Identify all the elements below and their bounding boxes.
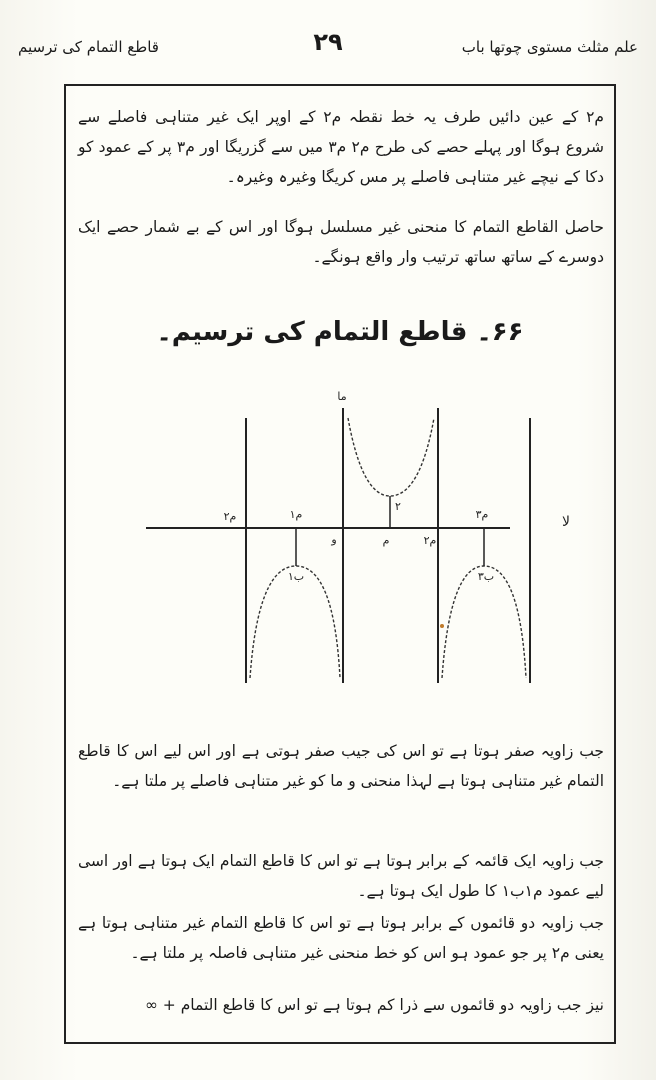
paragraph-result: حاصل القاطع التمام کا منحنی غیر مسلسل ہوگا اور اس کے بے شمار حصے ایک دوسرے کے ساتھ ساتھ ترتیب وار واقع ہونگے۔ <box>78 218 604 266</box>
paragraph-continuation: م۲ کے عین دائیں طرف یہ خط نقطہ م۲ کے اوپر ایک غیر متناہی فاصلے سے شروع ہوگا اور پہلے حصے کی طرح م۲ م۳ میں سے گزریگا اور م۳ پر کے عمود کو دکا کے نیچے غیر متناہی فاصلے پر مس کریگا وغیرہ وغیرہ۔ <box>78 108 605 186</box>
label-right-bottom: ب۳ <box>477 570 495 583</box>
label-left-bottom: ب۱ <box>287 570 305 583</box>
label-m: م <box>382 534 390 547</box>
upper-branch <box>348 418 434 496</box>
ink-dot <box>440 624 444 628</box>
section-title: قاطع التمام کی ترسیم <box>18 38 159 56</box>
cosecant-graph <box>130 378 580 698</box>
page-number: ۲۹ <box>313 28 343 56</box>
label-m2: م۲ <box>423 534 437 547</box>
running-header <box>18 28 638 68</box>
cosecant-graph-figure <box>130 378 580 698</box>
section-heading: ۶۶۔ قاطع التمام کی ترسیم۔ <box>156 317 524 347</box>
label-right-top: م۳ <box>475 508 489 521</box>
label-top: ما <box>337 390 347 403</box>
label-axis-end: لا <box>562 514 570 530</box>
paragraph-two-right-angles: جب زاویہ دو قائموں کے برابر ہوتا ہے تو اس کا قاطع التمام غیر متناہی ہوتا ہے یعنی م۲ پر جو عمود ہو اس کو خط منحنی غیر متناہی فاصلہ پر ملتا ہے۔ <box>78 914 604 962</box>
label-far-left: م۲ <box>223 510 237 523</box>
label-origin: و <box>331 533 337 546</box>
label-center-dip: ۲ <box>395 500 401 513</box>
chapter-title: علم مثلث مستوی چوتھا باب <box>461 38 638 56</box>
paragraph-zero-angle: جب زاویہ صفر ہوتا ہے تو اس کی جیب صفر ہوتی ہے اور اس لیے اس کا قاطع التمام غیر متناہی ہوتا ہے لہذا منحنی و ما کو غیر متناہی فاصلے پر ملتا ہے۔ <box>78 742 604 790</box>
paragraph-infinity: نیز جب زاویہ دو قائموں سے ذرا کم ہوتا ہے تو اس کا قاطع التمام + ∞ <box>144 996 604 1014</box>
paragraph-right-angle: جب زاویہ ایک قائمہ کے برابر ہوتا ہے تو اس کا قاطع التمام ایک ہوتا ہے اور اسی لیے عمود م۱ب۱ کا طول ایک ہوتا ہے۔ <box>78 852 604 900</box>
label-left-top: م۱ <box>289 508 303 521</box>
